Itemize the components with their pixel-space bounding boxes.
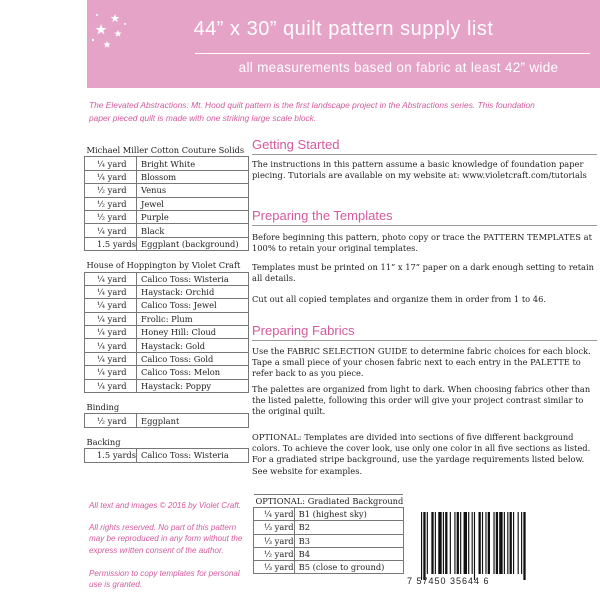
supply-fabric-name: Eggplant [137, 414, 249, 427]
preparing-fabrics-p2: The palettes are organized from light to dark. When choosing fabrics other than the listed palette, following this order will give your project contrast similar to the original quilt. [252, 384, 591, 417]
supply-fabric-name: Frolic: Plum [137, 312, 249, 325]
preparing-fabrics-p3: OPTIONAL: Templates are divided into sections of five different background colors. To achieve the cover look, use only one color in all five sections as listed. For a gradiated stripe background, use the yardage requirements listed below. See website for examples. [252, 432, 591, 476]
page-title: 44” x 30” quilt pattern supply list [193, 18, 494, 40]
supply-row [85, 352, 249, 365]
barcode-icon [407, 507, 589, 587]
supply-row [85, 197, 249, 210]
supply-quantity: ¼ yard [85, 339, 137, 352]
supply-fabric-name: Eggplant (background) [137, 237, 249, 250]
supply-row [85, 184, 249, 197]
supply-fabric-name: Haystack: Poppy [137, 379, 249, 392]
supply-fabric-name: Bright White [137, 157, 249, 170]
supply-group-title: House of Hoppington by Violet Craft [86, 260, 241, 271]
supply-quantity: ¼ yard [85, 285, 137, 298]
gradiated-quantity: ⅓ yard [254, 560, 295, 573]
supply-fabric-name: Venus [137, 184, 249, 197]
section-divider [252, 340, 597, 341]
supply-row [85, 285, 249, 298]
section-divider [252, 154, 597, 155]
supply-fabric-name: Calico Toss: Jewel [137, 299, 249, 312]
preparing-templates-p2: Templates must be printed on 11” x 17” paper on a dark enough setting to retain all details. [252, 262, 594, 284]
rights-text: All rights reserved. No part of this pattern may be reproduced in any form without the express written consent of the author. [89, 523, 243, 555]
gradiated-label: B4 [294, 547, 403, 560]
barcode-number: 7 57450 35644 6 [407, 576, 490, 586]
supply-quantity: ¼ yard [85, 366, 137, 379]
getting-started-heading: Getting Started [252, 137, 340, 152]
gradiated-label: B1 (highest sky) [294, 508, 403, 521]
supply-group-title: Michael Miller Cotton Couture Solids [86, 145, 245, 156]
supply-group-title: Backing [86, 437, 121, 447]
permission-text: Permission to copy templates for personal use is granted. [89, 569, 240, 590]
supply-quantity: ½ yard [85, 210, 137, 223]
gradiated-quantity: ½ yard [254, 547, 295, 560]
copyright-text: All text and images © 2016 by Violet Craft. [89, 501, 242, 510]
gradiated-row [254, 521, 404, 534]
supply-fabric-name: Calico Toss: Melon [137, 366, 249, 379]
supply-fabric-name: Haystack: Orchid [137, 285, 249, 298]
header-divider [195, 53, 590, 54]
supply-row [85, 414, 249, 427]
gradiated-label: B5 (close to ground) [294, 560, 403, 573]
supply-fabric-name: Blossom [137, 170, 249, 183]
gradiated-quantity: ⅓ yard [254, 521, 295, 534]
supply-fabric-name: Purple [137, 210, 249, 223]
gradiated-title: OPTIONAL: Gradiated Background [255, 496, 404, 507]
supply-quantity: ¼ yard [85, 224, 137, 237]
supply-quantity: ¼ yard [85, 272, 137, 285]
supply-row [85, 224, 249, 237]
gradiated-quantity: ¼ yard [254, 508, 295, 521]
gradiated-row [254, 547, 404, 560]
supply-fabric-name: Calico Toss: Wisteria [137, 449, 249, 462]
supply-row [85, 157, 249, 170]
supply-quantity: ½ yard [85, 184, 137, 197]
preparing-fabrics-heading: Preparing Fabrics [252, 323, 355, 338]
supply-row [85, 210, 249, 223]
supply-row [85, 312, 249, 325]
gradiated-row [254, 560, 404, 573]
supply-quantity: ¼ yard [85, 299, 137, 312]
supply-fabric-name: Haystack: Gold [137, 339, 249, 352]
preparing-templates-heading: Preparing the Templates [252, 208, 393, 223]
supply-quantity: ¼ yard [85, 312, 137, 325]
supply-quantity: ¼ yard [85, 157, 137, 170]
supply-row [85, 170, 249, 183]
supply-row [85, 299, 249, 312]
gradiated-label: B3 [294, 534, 403, 547]
supply-quantity: ½ yard [85, 197, 137, 210]
supply-row [85, 339, 249, 352]
supply-row [85, 366, 249, 379]
getting-started-text: The instructions in this pattern assume a basic knowledge of foundation paper piecing. Tutorials are available on my website at: www.violetcraft.com/tutorials [252, 159, 587, 181]
preparing-templates-p1: Before beginning this pattern, photo copy or trace the PATTERN TEMPLATES at 100% to retain your original templates. [252, 232, 592, 254]
supply-quantity: ¼ yard [85, 352, 137, 365]
page-subtitle: all measurements based on fabric at least 42” wide [238, 60, 559, 75]
supply-quantity: ¼ yard [85, 379, 137, 392]
supply-fabric-name: Honey Hill: Cloud [137, 326, 249, 339]
supply-fabric-name: Black [137, 224, 249, 237]
supply-quantity: ½ yard [85, 414, 137, 427]
gradiated-quantity: ⅓ yard [254, 534, 295, 547]
intro-text: The Elevated Abstractions: Mt. Hood quilt pattern is the first landscape project in the Abstractions series. This foundation paper pieced quilt is made with one striking large scale block. [89, 100, 535, 123]
supply-fabric-name: Jewel [137, 197, 249, 210]
supply-quantity: 1.5 yards [85, 449, 137, 462]
supply-row [85, 272, 249, 285]
header-banner [87, 0, 600, 88]
supply-table [84, 144, 249, 463]
gradiated-row [254, 534, 404, 547]
supply-fabric-name: Calico Toss: Wisteria [137, 272, 249, 285]
preparing-templates-p3: Cut out all copied templates and organize them in order from 1 to 46. [252, 294, 546, 304]
supply-group-title: Binding [86, 402, 120, 413]
supply-quantity: ¼ yard [85, 170, 137, 183]
supply-row [85, 449, 249, 462]
gradiated-background-table [253, 494, 404, 574]
preparing-fabrics-p1: Use the FABRIC SELECTION GUIDE to determine fabric choices for each block. Tape a small piece of your chosen fabric next to each entry in the PALETTE to refer back to as you piece. [252, 346, 591, 379]
gradiated-row [254, 508, 404, 521]
gradiated-label: B2 [294, 521, 403, 534]
supply-fabric-name: Calico Toss: Gold [137, 352, 249, 365]
supply-quantity: 1.5 yards [85, 237, 137, 250]
section-divider [252, 225, 597, 226]
supply-quantity: ¼ yard [85, 326, 137, 339]
supply-row [85, 379, 249, 392]
supply-row [85, 326, 249, 339]
supply-row [85, 237, 249, 250]
